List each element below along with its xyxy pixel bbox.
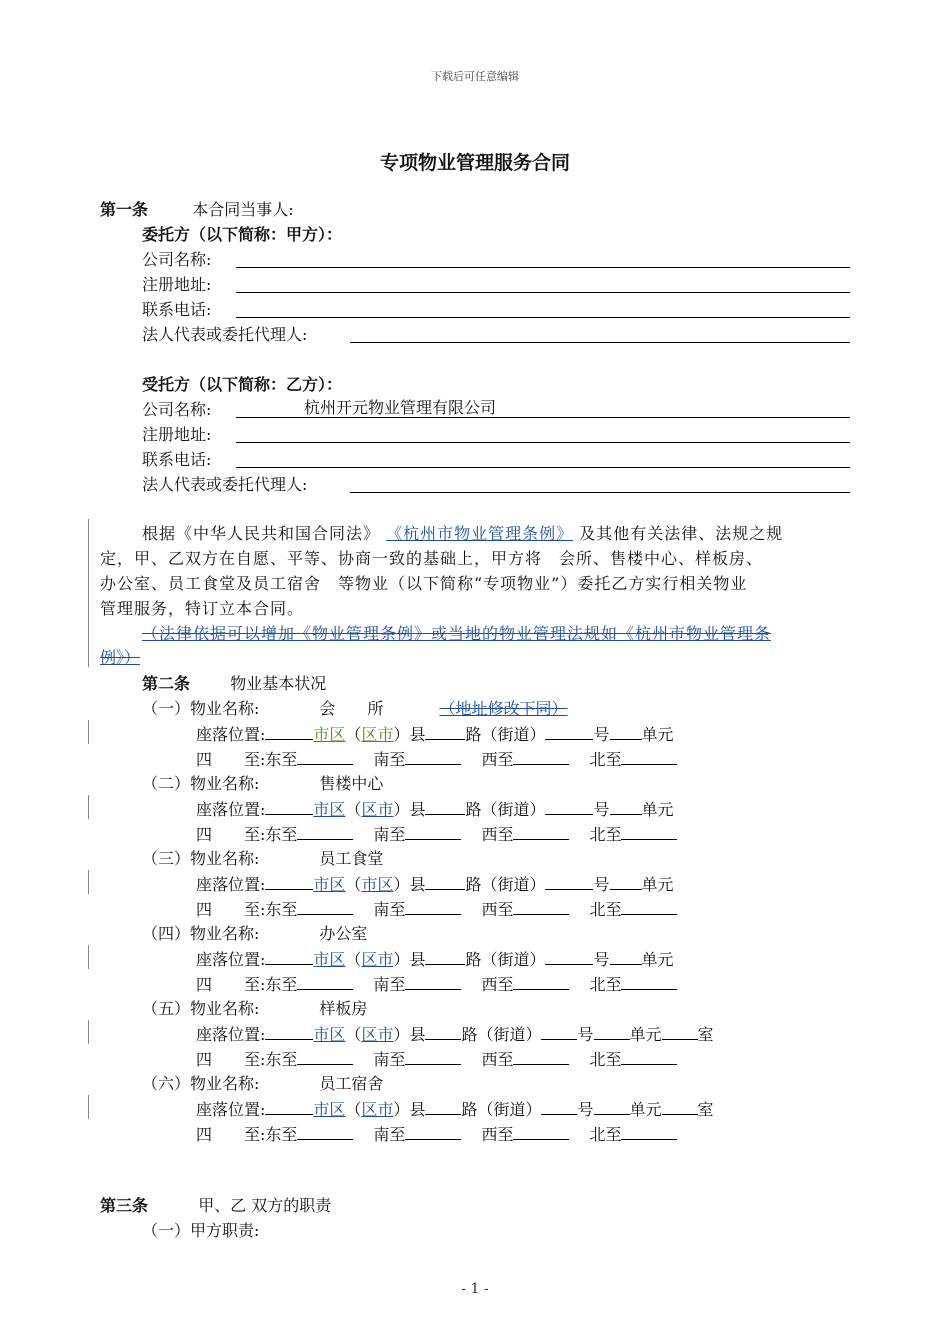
property-name-line bbox=[142, 923, 367, 945]
blank-field[interactable] bbox=[265, 723, 313, 740]
south-field[interactable] bbox=[405, 823, 461, 840]
paren-open: （ bbox=[345, 725, 362, 744]
para-line-2: 定，甲、乙双方在自愿、平等、协商一致的基础上，甲方将 会所、售楼中心、样板房、 bbox=[100, 549, 764, 568]
west-label: 西至 bbox=[481, 900, 514, 919]
property-name-value: 售楼中心 bbox=[319, 774, 384, 793]
party-a-company-field[interactable] bbox=[236, 267, 850, 268]
deleted-note-line-2: 例》） bbox=[100, 648, 141, 667]
district-city-text: 区市 bbox=[361, 950, 394, 969]
district-city-text: 区市 bbox=[361, 800, 394, 819]
paren-open: （ bbox=[345, 1100, 362, 1119]
party-b-phone-field[interactable] bbox=[236, 467, 850, 468]
north-label: 北至 bbox=[589, 1125, 622, 1144]
property-name-line bbox=[142, 1073, 383, 1095]
party-a-rep-label: 法人代表或委托代理人: bbox=[142, 325, 308, 344]
boundary-label: 四 至: bbox=[196, 900, 266, 919]
property-boundary-line bbox=[196, 1123, 677, 1146]
party-a-duties: （一）甲方职责: bbox=[142, 1221, 260, 1240]
north-field[interactable] bbox=[621, 1123, 677, 1140]
address-note-deleted: （地址修改下同） bbox=[439, 699, 568, 718]
para-line-3: 办公室、员工食堂及员工宿舍 等物业（以下简称“专项物业”）委托乙方实行相关物业 bbox=[100, 574, 748, 593]
property-name-value: 办公室 bbox=[319, 924, 368, 943]
revision-bar bbox=[88, 519, 89, 667]
revision-bar bbox=[88, 870, 89, 894]
city-district-text: 市区 bbox=[313, 1100, 346, 1119]
property-name-line bbox=[142, 773, 383, 795]
party-a-address-field[interactable] bbox=[236, 292, 850, 293]
article-1-text: 本合同当事人: bbox=[192, 200, 294, 219]
west-label: 西至 bbox=[481, 1125, 514, 1144]
unit-text: 单元 bbox=[641, 875, 674, 894]
revision-bar bbox=[88, 795, 89, 819]
property-location-line bbox=[196, 1098, 714, 1121]
blank-field[interactable] bbox=[610, 798, 642, 815]
boundary-label: 四 至: bbox=[196, 975, 266, 994]
para-line-1-end: 及其他有关法律、法规之规 bbox=[579, 524, 784, 543]
party-a-phone-field[interactable] bbox=[236, 317, 850, 318]
south-field[interactable] bbox=[405, 1123, 461, 1140]
page-number: - 1 - bbox=[461, 1281, 489, 1297]
property-name-label: 物业名称: bbox=[190, 1074, 260, 1093]
blank-field[interactable] bbox=[610, 873, 642, 890]
east-label: 东至 bbox=[265, 975, 298, 994]
property-name-label: 物业名称: bbox=[190, 699, 260, 718]
property-name-line bbox=[142, 998, 367, 1020]
number-text: 号 bbox=[577, 1100, 594, 1119]
blank-field[interactable] bbox=[545, 723, 593, 740]
district-city-text: 区市 bbox=[361, 1025, 394, 1044]
blank-field[interactable] bbox=[541, 1023, 577, 1040]
district-city-text: 区市 bbox=[361, 725, 394, 744]
number-text: 号 bbox=[593, 950, 610, 969]
city-district-text: 市区 bbox=[313, 950, 346, 969]
blank-field[interactable] bbox=[265, 1098, 313, 1115]
property-index: （五） bbox=[142, 999, 191, 1018]
paren-open: （ bbox=[345, 800, 362, 819]
north-field[interactable] bbox=[621, 1048, 677, 1065]
property-index: （六） bbox=[142, 1074, 191, 1093]
paren-open: （ bbox=[345, 1025, 362, 1044]
blank-field[interactable] bbox=[594, 1098, 630, 1115]
article-3-line bbox=[100, 1195, 331, 1217]
county-text: ）县 bbox=[393, 725, 426, 744]
location-label: 座落位置: bbox=[196, 875, 266, 894]
south-field[interactable] bbox=[405, 973, 461, 990]
road-text: 路（街道） bbox=[465, 725, 546, 744]
north-field[interactable] bbox=[621, 898, 677, 915]
unit-text: 单元 bbox=[641, 950, 674, 969]
blank-field[interactable] bbox=[610, 723, 642, 740]
law-contract: 根据《中华人民共和国合同法》 bbox=[142, 524, 381, 543]
blank-field[interactable] bbox=[265, 948, 313, 965]
number-text: 号 bbox=[593, 800, 610, 819]
party-a-heading: 委托方（以下简称：甲方）： bbox=[142, 225, 343, 244]
north-label: 北至 bbox=[589, 825, 622, 844]
property-name-value: 员工食堂 bbox=[319, 849, 384, 868]
road-text: 路（街道） bbox=[465, 800, 546, 819]
blank-field[interactable] bbox=[541, 1098, 577, 1115]
west-field[interactable] bbox=[513, 1123, 569, 1140]
north-label: 北至 bbox=[589, 750, 622, 769]
article-2-heading: 第二条 bbox=[142, 674, 191, 693]
property-name-label: 物业名称: bbox=[190, 774, 260, 793]
road-text: 路（街道） bbox=[461, 1100, 542, 1119]
east-field[interactable] bbox=[297, 898, 353, 915]
boundary-label: 四 至: bbox=[196, 1050, 266, 1069]
blank-field[interactable] bbox=[425, 948, 465, 965]
east-label: 东至 bbox=[265, 900, 298, 919]
property-name-line bbox=[142, 848, 383, 870]
article-1-heading: 第一条 bbox=[100, 200, 149, 219]
property-name-line bbox=[142, 698, 567, 720]
county-text: ）县 bbox=[393, 1025, 426, 1044]
north-label: 北至 bbox=[589, 1050, 622, 1069]
property-index: （三） bbox=[142, 849, 191, 868]
north-label: 北至 bbox=[589, 975, 622, 994]
blank-field[interactable] bbox=[545, 948, 593, 965]
property-location-line bbox=[196, 948, 674, 971]
blank-field[interactable] bbox=[662, 1098, 698, 1115]
blank-field[interactable] bbox=[425, 723, 465, 740]
blank-field[interactable] bbox=[594, 1023, 630, 1040]
location-label: 座落位置: bbox=[196, 1025, 266, 1044]
south-field[interactable] bbox=[405, 748, 461, 765]
boundary-label: 四 至: bbox=[196, 1125, 266, 1144]
party-a-rep-field[interactable] bbox=[350, 342, 850, 343]
page-header-note: 下载后可任意编辑 bbox=[431, 70, 519, 83]
east-field[interactable] bbox=[297, 973, 353, 990]
deleted-note-line-1: （法律依据可以增加《物业管理条例》或当地的物业管理法规如《杭州市物业管理条 bbox=[142, 624, 772, 643]
property-index: （二） bbox=[142, 774, 191, 793]
para-line-4: 管理服务，特订立本合同。 bbox=[100, 599, 305, 618]
south-field[interactable] bbox=[405, 1048, 461, 1065]
west-field[interactable] bbox=[513, 1048, 569, 1065]
south-label: 南至 bbox=[373, 825, 406, 844]
paren-open: （ bbox=[345, 875, 362, 894]
blank-field[interactable] bbox=[425, 1098, 461, 1115]
property-boundary-line bbox=[196, 973, 677, 996]
west-field[interactable] bbox=[513, 973, 569, 990]
blank-field[interactable] bbox=[425, 873, 465, 890]
blank-field[interactable] bbox=[425, 1023, 461, 1040]
north-label: 北至 bbox=[589, 900, 622, 919]
city-district-text: 市区 bbox=[313, 725, 346, 744]
party-b-company-value: 杭州开元物业管理有限公司 bbox=[304, 398, 497, 417]
property-location-line bbox=[196, 873, 674, 896]
west-label: 西至 bbox=[481, 825, 514, 844]
west-field[interactable] bbox=[513, 898, 569, 915]
room-text: 室 bbox=[697, 1025, 714, 1044]
west-field[interactable] bbox=[513, 823, 569, 840]
article-3-text: 甲、乙 双方的职责 bbox=[198, 1196, 332, 1215]
west-field[interactable] bbox=[513, 748, 569, 765]
county-text: ）县 bbox=[393, 800, 426, 819]
county-text: ）县 bbox=[393, 1100, 426, 1119]
west-label: 西至 bbox=[481, 975, 514, 994]
property-name-value: 员工宿舍 bbox=[319, 1074, 384, 1093]
party-a-phone-label: 联系电话: bbox=[142, 300, 212, 319]
county-text: ）县 bbox=[393, 950, 426, 969]
unit-text: 单元 bbox=[641, 725, 674, 744]
party-a-company-label: 公司名称: bbox=[142, 250, 212, 269]
article-1-line bbox=[100, 199, 294, 221]
party-b-company-label: 公司名称: bbox=[142, 400, 212, 419]
property-location-line bbox=[196, 798, 674, 821]
boundary-label: 四 至: bbox=[196, 825, 266, 844]
road-text: 路（街道） bbox=[465, 875, 546, 894]
unit-text: 单元 bbox=[629, 1100, 662, 1119]
article-3-heading: 第三条 bbox=[100, 1196, 149, 1215]
north-field[interactable] bbox=[621, 973, 677, 990]
east-field[interactable] bbox=[297, 823, 353, 840]
south-field[interactable] bbox=[405, 898, 461, 915]
north-field[interactable] bbox=[621, 748, 677, 765]
revision-bar bbox=[88, 945, 89, 969]
boundary-label: 四 至: bbox=[196, 750, 266, 769]
city-district-text: 市区 bbox=[313, 1025, 346, 1044]
location-label: 座落位置: bbox=[196, 800, 266, 819]
room-text: 室 bbox=[697, 1100, 714, 1119]
para-line-1 bbox=[142, 523, 783, 545]
property-name-label: 物业名称: bbox=[190, 849, 260, 868]
west-label: 西至 bbox=[481, 1050, 514, 1069]
property-boundary-line bbox=[196, 823, 677, 846]
article-2-line bbox=[142, 673, 326, 695]
road-text: 路（街道） bbox=[461, 1025, 542, 1044]
party-b-heading: 受托方（以下简称：乙方）： bbox=[142, 375, 343, 394]
south-label: 南至 bbox=[373, 900, 406, 919]
north-field[interactable] bbox=[621, 823, 677, 840]
property-index: （四） bbox=[142, 924, 191, 943]
south-label: 南至 bbox=[373, 975, 406, 994]
blank-field[interactable] bbox=[545, 873, 593, 890]
east-field[interactable] bbox=[297, 1123, 353, 1140]
revision-bar bbox=[88, 1095, 89, 1119]
blank-field[interactable] bbox=[425, 798, 465, 815]
east-label: 东至 bbox=[265, 825, 298, 844]
property-boundary-line bbox=[196, 748, 677, 771]
property-boundary-line bbox=[196, 1048, 677, 1071]
county-text: ）县 bbox=[393, 875, 426, 894]
property-name-value: 样板房 bbox=[319, 999, 368, 1018]
east-field[interactable] bbox=[297, 1048, 353, 1065]
blank-field[interactable] bbox=[265, 873, 313, 890]
blank-field[interactable] bbox=[610, 948, 642, 965]
location-label: 座落位置: bbox=[196, 725, 266, 744]
east-label: 东至 bbox=[265, 1050, 298, 1069]
blank-field[interactable] bbox=[662, 1023, 698, 1040]
south-label: 南至 bbox=[373, 1050, 406, 1069]
law-hangzhou-inserted: 《杭州市物业管理条例》 bbox=[386, 524, 574, 543]
district-city-text: 市区 bbox=[361, 875, 394, 894]
district-city-text: 区市 bbox=[361, 1100, 394, 1119]
east-label: 东至 bbox=[265, 1125, 298, 1144]
east-label: 东至 bbox=[265, 750, 298, 769]
property-name-label: 物业名称: bbox=[190, 999, 260, 1018]
road-text: 路（街道） bbox=[465, 950, 546, 969]
party-a-address-label: 注册地址: bbox=[142, 275, 212, 294]
property-name-value: 会 所 bbox=[319, 699, 384, 718]
location-label: 座落位置: bbox=[196, 950, 266, 969]
contract-title: 专项物业管理服务合同 bbox=[379, 152, 570, 174]
party-b-address-field[interactable] bbox=[236, 442, 850, 443]
revision-bar bbox=[88, 1020, 89, 1044]
party-b-rep-label: 法人代表或委托代理人: bbox=[142, 475, 308, 494]
property-name-label: 物业名称: bbox=[190, 924, 260, 943]
paren-open: （ bbox=[345, 950, 362, 969]
party-b-rep-field[interactable] bbox=[350, 492, 850, 493]
south-label: 南至 bbox=[373, 1125, 406, 1144]
city-district-text: 市区 bbox=[313, 800, 346, 819]
number-text: 号 bbox=[593, 875, 610, 894]
property-index: （一） bbox=[142, 699, 191, 718]
blank-field[interactable] bbox=[265, 1023, 313, 1040]
number-text: 号 bbox=[577, 1025, 594, 1044]
number-text: 号 bbox=[593, 725, 610, 744]
west-label: 西至 bbox=[481, 750, 514, 769]
property-location-line bbox=[196, 723, 674, 746]
unit-text: 单元 bbox=[629, 1025, 662, 1044]
blank-field[interactable] bbox=[265, 798, 313, 815]
property-boundary-line bbox=[196, 898, 677, 921]
party-b-phone-label: 联系电话: bbox=[142, 450, 212, 469]
unit-text: 单元 bbox=[641, 800, 674, 819]
party-b-address-label: 注册地址: bbox=[142, 425, 212, 444]
revision-bar bbox=[88, 720, 89, 744]
location-label: 座落位置: bbox=[196, 1100, 266, 1119]
city-district-text: 市区 bbox=[313, 875, 346, 894]
south-label: 南至 bbox=[373, 750, 406, 769]
blank-field[interactable] bbox=[545, 798, 593, 815]
property-location-line bbox=[196, 1023, 714, 1046]
east-field[interactable] bbox=[297, 748, 353, 765]
article-2-text: 物业基本状况 bbox=[230, 674, 327, 693]
